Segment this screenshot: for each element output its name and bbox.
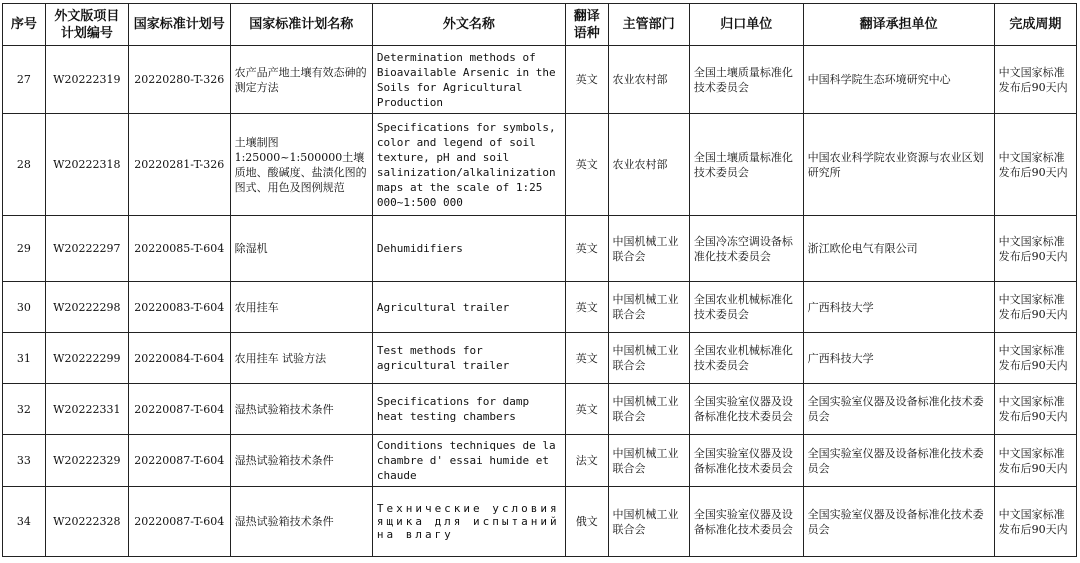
- cell-seq: 29: [3, 216, 46, 282]
- cell-code: W20222319: [45, 46, 128, 114]
- cell-name: 农产品产地土壤有效态砷的测定方法: [230, 46, 372, 114]
- cell-plan: 20220281-T-326: [128, 114, 230, 216]
- header-translator: 翻译承担单位: [803, 4, 994, 46]
- cell-seq: 33: [3, 435, 46, 487]
- cell-code: W20222328: [45, 487, 128, 557]
- cell-language: 英文: [565, 114, 608, 216]
- table-row: [3, 487, 1077, 557]
- cell-period: 中文国家标准发布后90天内: [994, 384, 1076, 435]
- cell-dept: 农业农村部: [608, 114, 689, 216]
- cell-translator: 浙江欧伦电气有限公司: [803, 216, 994, 282]
- cell-unit: 全国农业机械标准化技术委员会: [689, 282, 803, 333]
- cell-seq: 32: [3, 384, 46, 435]
- cell-foreign-name: Specifications for damp heat testing chambers: [372, 384, 565, 435]
- table-row: [3, 282, 1077, 333]
- header-national-plan-name: 国家标准计划名称: [230, 4, 372, 46]
- cell-foreign-name: Specifications for symbols, color and legend of soil texture, pH and soil salinization/alkalinization maps at the scale of 1:25 000~1:500 000: [372, 114, 565, 216]
- table-row: [3, 333, 1077, 384]
- cell-foreign-name: Технические условия ящика для испытаний на влагу: [372, 487, 565, 557]
- cell-translator: 全国实验室仪器及设备标准化技术委员会: [803, 384, 994, 435]
- table-row: [3, 384, 1077, 435]
- standards-plan-table: [2, 3, 1077, 557]
- cell-seq: 34: [3, 487, 46, 557]
- cell-period: 中文国家标准发布后90天内: [994, 333, 1076, 384]
- cell-translator: 全国实验室仪器及设备标准化技术委员会: [803, 487, 994, 557]
- cell-dept: 中国机械工业联合会: [608, 216, 689, 282]
- cell-seq: 28: [3, 114, 46, 216]
- header-responsible-unit: 归口单位: [689, 4, 803, 46]
- table-header-row: [3, 4, 1077, 46]
- cell-language: 英文: [565, 46, 608, 114]
- cell-name: 湿热试验箱技术条件: [230, 435, 372, 487]
- cell-foreign-name: Dehumidifiers: [372, 216, 565, 282]
- cell-dept: 中国机械工业联合会: [608, 435, 689, 487]
- cell-code: W20222331: [45, 384, 128, 435]
- cell-plan: 20220085-T-604: [128, 216, 230, 282]
- cell-plan: 20220087-T-604: [128, 435, 230, 487]
- cell-dept: 中国机械工业联合会: [608, 384, 689, 435]
- cell-code: W20222299: [45, 333, 128, 384]
- cell-name: 农用挂车 试验方法: [230, 333, 372, 384]
- table-row: [3, 216, 1077, 282]
- cell-unit: 全国农业机械标准化技术委员会: [689, 333, 803, 384]
- cell-language: 法文: [565, 435, 608, 487]
- cell-code: W20222329: [45, 435, 128, 487]
- cell-dept: 中国机械工业联合会: [608, 487, 689, 557]
- cell-dept: 中国机械工业联合会: [608, 282, 689, 333]
- cell-language: 英文: [565, 282, 608, 333]
- cell-unit: 全国实验室仪器及设备标准化技术委员会: [689, 435, 803, 487]
- cell-language: 英文: [565, 333, 608, 384]
- cell-foreign-name: Agricultural trailer: [372, 282, 565, 333]
- cell-name: 除湿机: [230, 216, 372, 282]
- cell-name: 湿热试验箱技术条件: [230, 487, 372, 557]
- cell-period: 中文国家标准发布后90天内: [994, 435, 1076, 487]
- cell-seq: 27: [3, 46, 46, 114]
- cell-seq: 30: [3, 282, 46, 333]
- cell-plan: 20220084-T-604: [128, 333, 230, 384]
- cell-translator: 中国科学院生态环境研究中心: [803, 46, 994, 114]
- cell-plan: 20220087-T-604: [128, 384, 230, 435]
- cell-language: 英文: [565, 216, 608, 282]
- cell-name: 湿热试验箱技术条件: [230, 384, 372, 435]
- cell-unit: 全国土壤质量标准化技术委员会: [689, 114, 803, 216]
- cell-translator: 广西科技大学: [803, 333, 994, 384]
- cell-dept: 农业农村部: [608, 46, 689, 114]
- header-translation-language: 翻译语种: [565, 4, 608, 46]
- header-foreign-name: 外文名称: [372, 4, 565, 46]
- cell-plan: 20220083-T-604: [128, 282, 230, 333]
- header-competent-dept: 主管部门: [608, 4, 689, 46]
- cell-dept: 中国机械工业联合会: [608, 333, 689, 384]
- cell-name: 农用挂车: [230, 282, 372, 333]
- cell-foreign-name: Conditions techniques de la chambre d' essai humide et chaude: [372, 435, 565, 487]
- cell-period: 中文国家标准发布后90天内: [994, 46, 1076, 114]
- cell-period: 中文国家标准发布后90天内: [994, 114, 1076, 216]
- cell-period: 中文国家标准发布后90天内: [994, 216, 1076, 282]
- cell-plan: 20220280-T-326: [128, 46, 230, 114]
- cell-plan: 20220087-T-604: [128, 487, 230, 557]
- cell-seq: 31: [3, 333, 46, 384]
- cell-translator: 广西科技大学: [803, 282, 994, 333]
- cell-translator: 中国农业科学院农业资源与农业区划研究所: [803, 114, 994, 216]
- header-completion-period: 完成周期: [994, 4, 1076, 46]
- cell-unit: 全国冷冻空调设备标准化技术委员会: [689, 216, 803, 282]
- cell-period: 中文国家标准发布后90天内: [994, 487, 1076, 557]
- cell-code: W20222298: [45, 282, 128, 333]
- cell-language: 俄文: [565, 487, 608, 557]
- cell-unit: 全国实验室仪器及设备标准化技术委员会: [689, 487, 803, 557]
- header-foreign-plan-code: 外文版项目计划编号: [45, 4, 128, 46]
- header-national-plan-number: 国家标准计划号: [128, 4, 230, 46]
- cell-foreign-name: Test methods for agricultural trailer: [372, 333, 565, 384]
- cell-code: W20222297: [45, 216, 128, 282]
- table-row: [3, 114, 1077, 216]
- cell-unit: 全国实验室仪器及设备标准化技术委员会: [689, 384, 803, 435]
- cell-period: 中文国家标准发布后90天内: [994, 282, 1076, 333]
- cell-unit: 全国土壤质量标准化技术委员会: [689, 46, 803, 114]
- cell-language: 英文: [565, 384, 608, 435]
- cell-translator: 全国实验室仪器及设备标准化技术委员会: [803, 435, 994, 487]
- header-seq: 序号: [3, 4, 46, 46]
- table-row: [3, 435, 1077, 487]
- table-row: [3, 46, 1077, 114]
- cell-code: W20222318: [45, 114, 128, 216]
- cell-name: 土壤制图 1:25000~1:500000土壤质地、酸碱度、盐渍化图的图式、用色及图例规范: [230, 114, 372, 216]
- cell-foreign-name: Determination methods of Bioavailable Arsenic in the Soils for Agricultural Production: [372, 46, 565, 114]
